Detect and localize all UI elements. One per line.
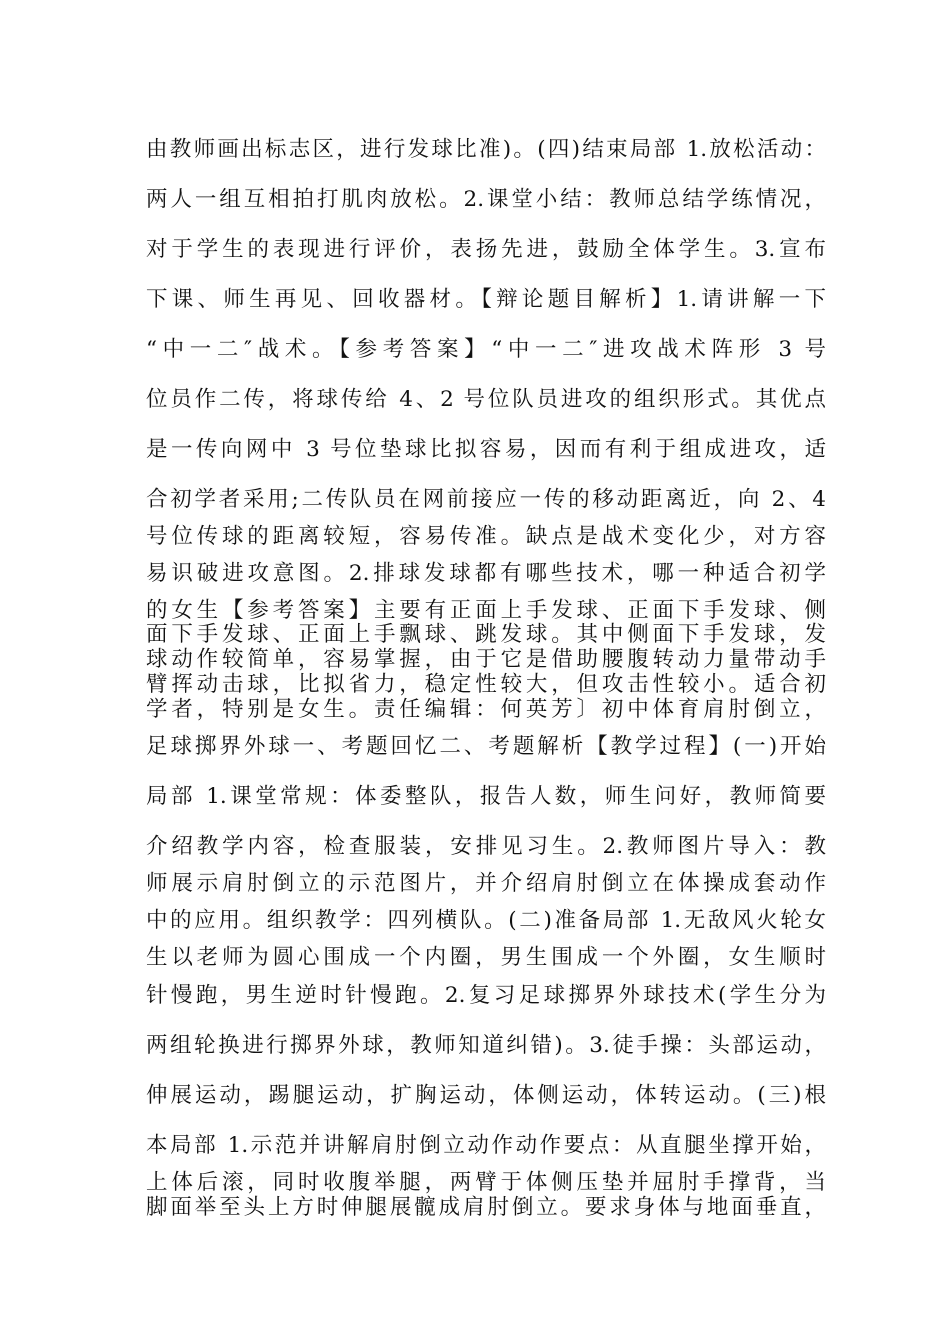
text-line: 的女生【参考答案】主要有正面上手发球、正面下手发球、侧 <box>146 598 826 623</box>
text-line: 位员作二传，将球传给 4、2 号位队员进攻的组织形式。其优点 <box>146 387 826 412</box>
text-line: 局部 1.课堂常规：体委整队，报告人数，师生问好，教师简要 <box>146 784 826 809</box>
text-line: 中的应用。组织教学：四列横队。(二)准备局部 1.无敌风火轮女 <box>146 908 826 933</box>
text-line: 针慢跑，男生逆时针慢跑。2.复习足球掷界外球技术(学生分为 <box>146 983 826 1008</box>
text-line: 脚面举至头上方时伸腿展髋成肩肘倒立。要求身体与地面垂直， <box>146 1195 826 1220</box>
text-line: 球动作较简单，容易掌握，由于它是借助腰腹转动力量带动手 <box>146 647 826 672</box>
text-line: 两人一组互相拍打肌肉放松。2.课堂小结：教师总结学练情况， <box>146 187 826 212</box>
text-line: “中一二″战术。【参考答案】“中一二″进攻战术阵形 3 号 <box>146 337 826 362</box>
text-line: 本局部 1.示范并讲解肩肘倒立动作动作要点：从直腿坐撑开始， <box>146 1133 826 1158</box>
text-line: 由教师画出标志区，进行发球比准)。(四)结束局部 1.放松活动： <box>146 137 826 162</box>
text-line: 易识破进攻意图。2.排球发球都有哪些技术，哪一种适合初学 <box>146 561 826 586</box>
text-line: 足球掷界外球一、考题回忆二、考题解析【教学过程】(一)开始 <box>146 734 826 759</box>
text-line: 合初学者采用;二传队员在网前接应一传的移动距离近，向 2、4 <box>146 487 826 512</box>
text-line: 学者，特别是女生。责任编辑：何英芳〕初中体育肩肘倒立， <box>146 697 826 722</box>
text-line: 伸展运动，踢腿运动，扩胸运动，体侧运动，体转运动。(三)根 <box>146 1083 826 1108</box>
text-line: 生以老师为圆心围成一个内圈，男生围成一个外圈，女生顺时 <box>146 945 826 970</box>
text-line: 两组轮换进行掷界外球，教师知道纠错)。3.徒手操：头部运动， <box>146 1033 826 1058</box>
text-line: 介绍教学内容，检查服装，安排见习生。2.教师图片导入：教 <box>146 834 826 859</box>
text-line: 臂挥动击球，比拟省力，稳定性较大，但攻击性较小。适合初 <box>146 672 826 697</box>
text-line: 对于学生的表现进行评价，表扬先进，鼓励全体学生。3.宣布 <box>146 237 826 262</box>
text-line: 下课、师生再见、回收器材。【辩论题目解析】1.请讲解一下 <box>146 287 826 312</box>
text-line: 面下手发球、正面上手飘球、跳发球。其中侧面下手发球，发 <box>146 622 826 647</box>
text-line: 师展示肩肘倒立的示范图片，并介绍肩肘倒立在体操成套动作 <box>146 871 826 896</box>
text-line: 号位传球的距离较短，容易传准。缺点是战术变化少，对方容 <box>146 524 826 549</box>
text-line: 上体后滚，同时收腹举腿，两臂于体侧压垫并屈肘手撑背，当 <box>146 1170 826 1195</box>
text-line: 是一传向网中 3 号位垫球比拟容易，因而有利于组成进攻，适 <box>146 437 826 462</box>
